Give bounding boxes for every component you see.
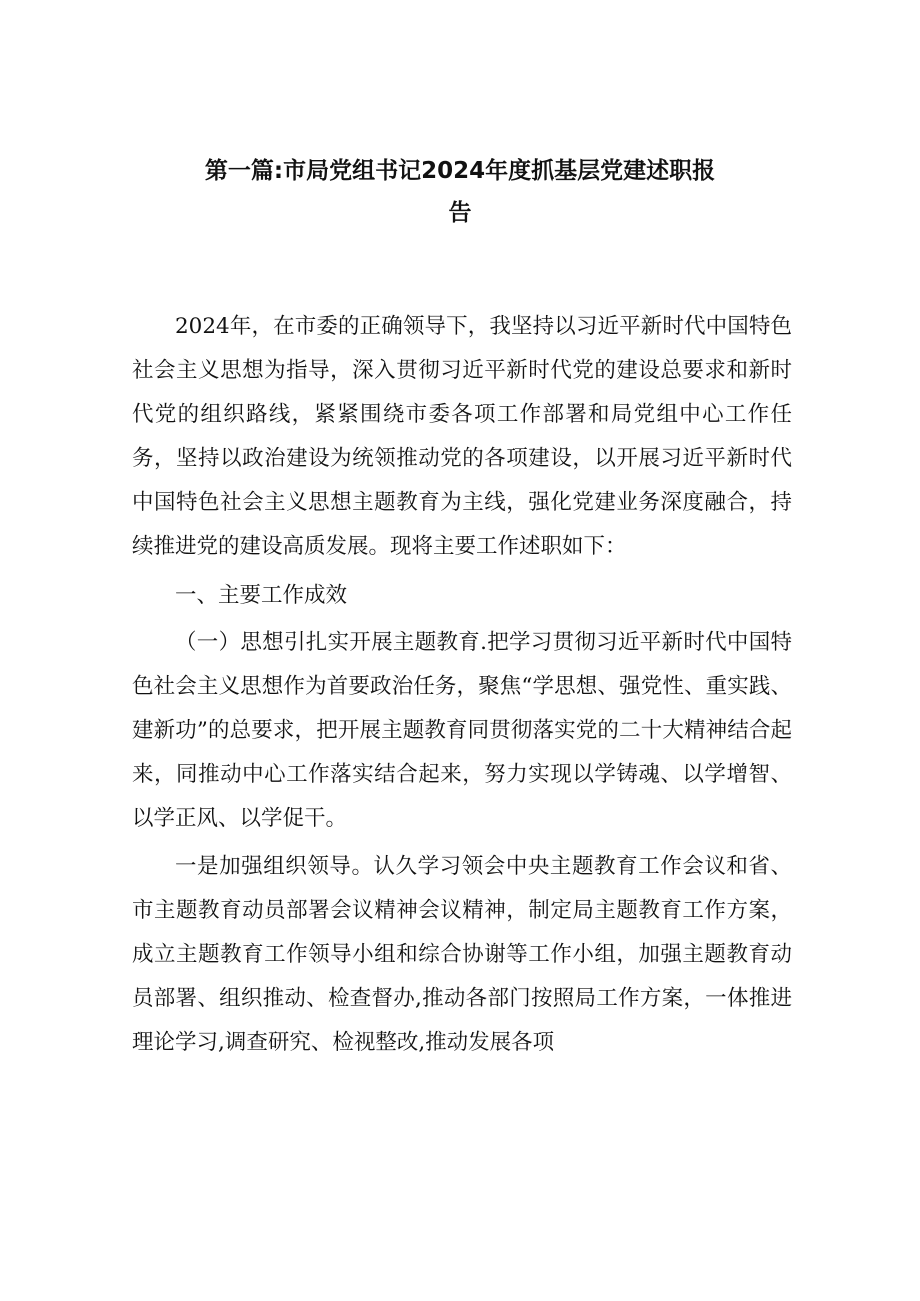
title-line-1: 第一篇:市局党组书记2024年度抓基层党建述职报 <box>204 158 716 184</box>
document-body <box>132 305 792 1065</box>
subsection-paragraph-1: （一）思想引扎实开展主题教育.把学习贯彻习近平新时代中国特色社会主义思想作为首要政治任务，聚焦“学思想、强党性、重实践、建新功”的总要求，把开展主题教育同贯彻落实党的二十大精神结合起来，同推动中心工作落实结合起来，努力实现以学铸魂、以学增智、以学正风、以学促干。 <box>132 630 792 831</box>
point-paragraph-1: 一是加强组织领导。认久学习领会中央主题教育工作会议和省、市主题教育动员部署会议精神会议精神，制定局主题教育工作方案，成立主题教育工作领导小组和综合协谢等工作小组，加强主题教育动员部署、组织推动、检查督办,推动各部门按照局工作方案，一体推进理论学习,调查研究、检视整改,推动发展各项 <box>132 854 792 1055</box>
intro-paragraph: 2024年，在市委的正确领导下，我坚持以习近平新时代中国特色社会主义思想为指导，深入贯彻习近平新时代党的建设总要求和新时代党的组织路线，紧紧围绕市委各项工作部署和局党组中心工作任务，坚持以政治建设为统领推动党的各项建设，以开展习近平新时代中国特色社会主义思想主题教育为主线，强化党建业务深度融合，持续推进党的建设高质发展。现将主要工作述职如下： <box>132 314 792 559</box>
title-line-2: 告 <box>448 200 472 226</box>
document-title <box>130 150 790 234</box>
section-heading-main-achievements: 一、主要工作成效 <box>175 583 348 608</box>
